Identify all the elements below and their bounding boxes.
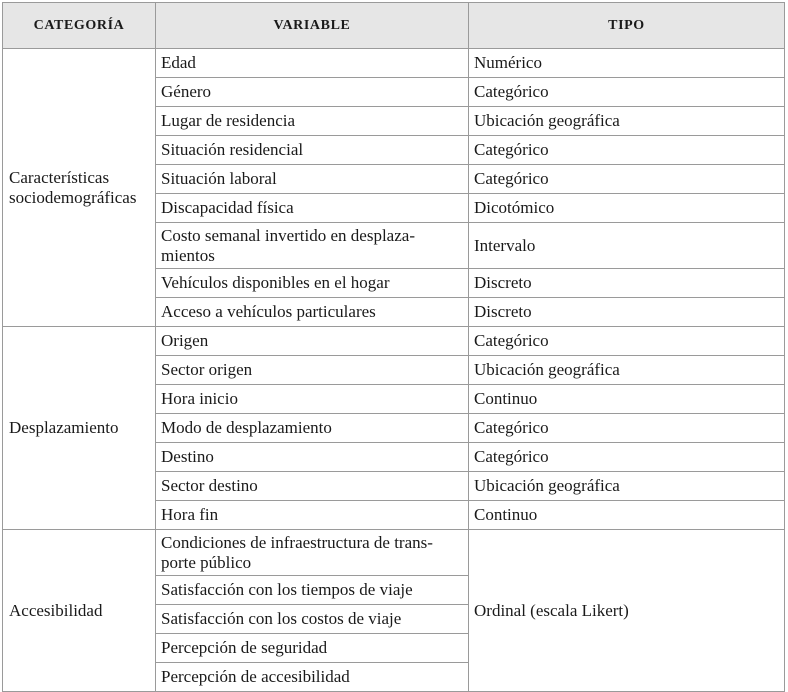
type-cell: Continuo [469,385,785,414]
variable-cell: Acceso a vehículos particulares [156,298,469,327]
variable-cell: Situación residencial [156,136,469,165]
variable-cell: Costo semanal invertido en desplaza- mientos [156,223,469,269]
table-row [3,530,785,576]
type-cell: Ubicación geográfica [469,356,785,385]
table-row [3,49,785,78]
variable-cell: Vehículos disponibles en el hogar [156,269,469,298]
category-cell: Desplazamiento [3,327,156,530]
type-cell: Categórico [469,165,785,194]
type-cell: Intervalo [469,223,785,269]
type-cell: Continuo [469,501,785,530]
table-header-row [3,3,785,49]
variable-cell: Lugar de residencia [156,107,469,136]
variable-cell: Edad [156,49,469,78]
variable-cell: Destino [156,443,469,472]
table-row [3,327,785,356]
type-cell: Dicotómico [469,194,785,223]
variable-cell: Género [156,78,469,107]
variable-cell: Hora inicio [156,385,469,414]
header-variable: VARIABLE [156,3,469,49]
variable-cell: Condiciones de infraestructura de trans- porte público [156,530,469,576]
type-cell: Categórico [469,78,785,107]
variables-table [2,2,785,692]
header-type: TIPO [469,3,785,49]
category-cell: Accesibilidad [3,530,156,692]
variable-cell: Sector destino [156,472,469,501]
variable-cell: Situación laboral [156,165,469,194]
type-cell: Ordinal (escala Likert) [469,530,785,692]
variable-cell: Origen [156,327,469,356]
type-cell: Categórico [469,443,785,472]
variable-cell: Satisfacción con los costos de viaje [156,605,469,634]
type-cell: Ubicación geográfica [469,472,785,501]
variable-cell: Satisfacción con los tiempos de viaje [156,576,469,605]
type-cell: Discreto [469,298,785,327]
variable-cell: Discapacidad física [156,194,469,223]
type-cell: Ubicación geográfica [469,107,785,136]
variables-table-container [2,2,785,692]
variable-cell: Hora fin [156,501,469,530]
type-cell: Categórico [469,414,785,443]
category-cell: Características sociodemográficas [3,49,156,327]
variable-cell: Percepción de accesibilidad [156,663,469,692]
type-cell: Categórico [469,136,785,165]
type-cell: Numérico [469,49,785,78]
header-category: CATEGORÍA [3,3,156,49]
variable-cell: Modo de desplazamiento [156,414,469,443]
type-cell: Categórico [469,327,785,356]
variable-cell: Sector origen [156,356,469,385]
type-cell: Discreto [469,269,785,298]
variable-cell: Percepción de seguridad [156,634,469,663]
